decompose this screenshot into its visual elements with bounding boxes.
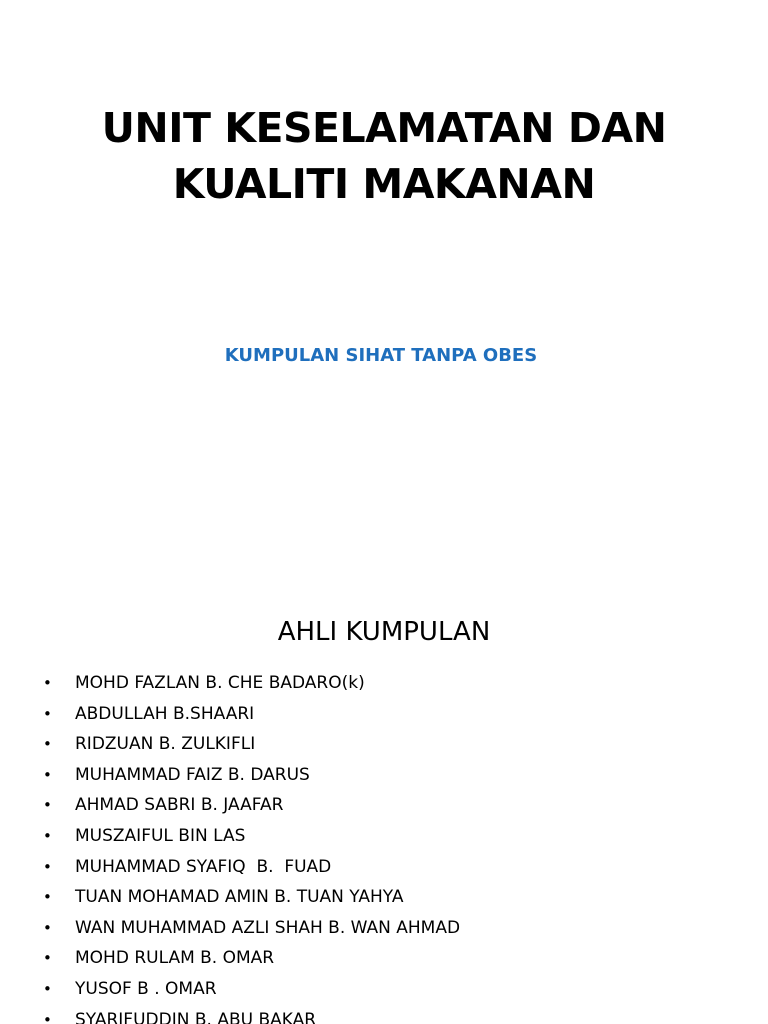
- bullet-icon: •: [43, 704, 52, 723]
- member-name: TUAN MOHAMAD AMIN B. TUAN YAHYA: [75, 887, 404, 908]
- member-name: MOHD FAZLAN B. CHE BADARO(k): [75, 673, 365, 693]
- slide-title-line-2: KUALITI MAKANAN: [172, 160, 596, 208]
- member-name: MUSZAIFUL BIN LAS: [75, 825, 246, 846]
- bullet-icon: •: [43, 796, 52, 815]
- member-name: MOHD RULAM B. OMAR: [75, 948, 275, 969]
- bullet-icon: •: [43, 918, 52, 937]
- member-name: MUHAMMAD SYAFIQ B. FUAD: [75, 856, 332, 877]
- bullet-icon: •: [43, 765, 52, 784]
- member-name: ABDULLAH B.SHAARI: [75, 703, 255, 724]
- bullet-icon: •: [43, 674, 52, 692]
- bullet-icon: •: [43, 949, 52, 968]
- member-name: WAN MUHAMMAD AZLI SHAH B. WAN AHMAD: [75, 917, 461, 938]
- members-slide: [0, 576, 768, 1024]
- bullet-icon: •: [43, 826, 52, 845]
- member-name: RIDZUAN B. ZULKIFLI: [75, 734, 256, 755]
- member-name: AHMAD SABRI B. JAAFAR: [75, 795, 284, 816]
- member-name: MUHAMMAD FAIZ B. DARUS: [75, 764, 310, 785]
- bullet-icon: •: [43, 888, 52, 907]
- slide-title-line-1: UNIT KESELAMATAN DAN: [101, 104, 667, 152]
- bullet-icon: •: [43, 979, 52, 998]
- member-name: SYARIFUDDIN B. ABU BAKAR: [75, 1009, 317, 1024]
- members-heading: AHLI KUMPULAN: [277, 617, 491, 647]
- slide-subtitle: KUMPULAN SIHAT TANPA OBES: [224, 345, 538, 366]
- bullet-icon: •: [43, 857, 52, 876]
- slide-title: [0, 100, 768, 212]
- member-name: YUSOF B . OMAR: [75, 978, 217, 999]
- bullet-icon: •: [43, 735, 52, 754]
- bullet-icon: •: [43, 1010, 52, 1024]
